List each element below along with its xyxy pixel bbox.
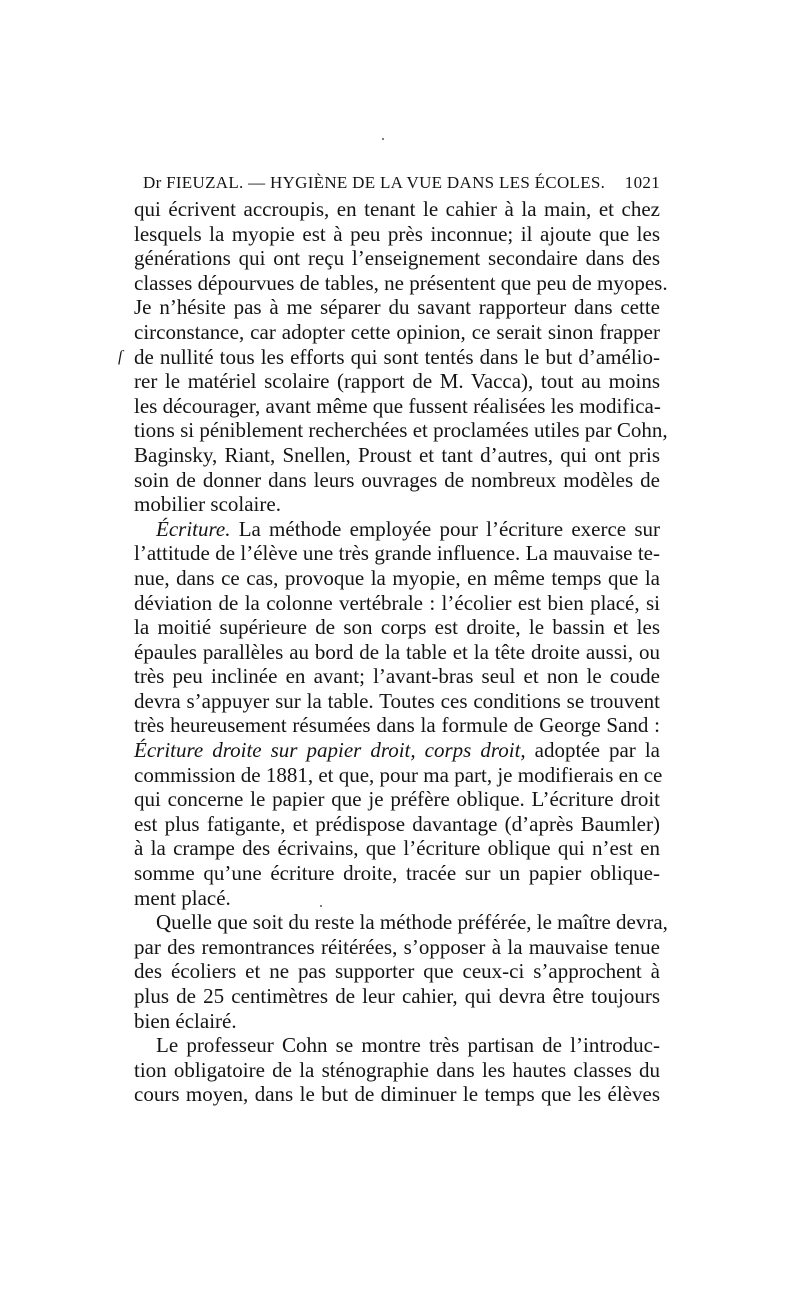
margin-mark: ſ xyxy=(118,348,123,365)
text-line xyxy=(134,836,660,861)
line-text: les décourager, avant même que fussent réalisées les modifica- xyxy=(134,393,661,418)
line-text: Le professeur Cohn se montre très partisan de l’introduc- xyxy=(156,1033,660,1058)
text-line xyxy=(134,197,660,222)
text-line xyxy=(134,689,660,714)
text-line xyxy=(134,910,668,935)
line-text: classes dépourvues de tables, ne présentent que peu de myopes. xyxy=(134,270,668,295)
text-line xyxy=(134,935,660,960)
line-text: lesquels la myopie est à peu près inconnue; il ajoute que les xyxy=(134,221,660,246)
line-text: de nullité tous les efforts qui sont tentés dans le but d’amélio- xyxy=(134,344,660,369)
text-line xyxy=(134,295,660,320)
text-line xyxy=(134,345,660,370)
line-text: cours moyen, dans le but de diminuer le temps que les élèves xyxy=(134,1082,660,1107)
text-line xyxy=(134,566,660,591)
line-text: mobilier scolaire. xyxy=(134,492,281,517)
paper-speck xyxy=(320,905,322,907)
text-line xyxy=(134,270,668,296)
line-text: somme qu’une écriture droite, tracée sur un papier oblique- xyxy=(134,861,660,886)
italic-phrase: Écriture. xyxy=(156,516,231,541)
text-line xyxy=(134,738,660,763)
line-text: commission de 1881, et que, pour ma part, je modifierais en ce xyxy=(134,762,663,787)
line-text: qui concerne le papier que je préfère oblique. L’écriture droit xyxy=(134,787,660,812)
text-line xyxy=(134,418,668,443)
text-line xyxy=(134,762,663,788)
text-line xyxy=(134,394,660,419)
line-text: bien éclairé. xyxy=(134,1008,237,1033)
line-text: ment placé. xyxy=(134,885,231,910)
text-line xyxy=(134,320,660,345)
line-text: la moitié supérieure de son corps est droite, le bassin et les xyxy=(134,615,660,640)
line-text: Baginsky, Riant, Snellen, Proust et tant d’autres, qui ont pris xyxy=(134,442,660,467)
running-header xyxy=(143,170,660,196)
italic-phrase: Écriture droite sur papier droit, corps droit, xyxy=(134,738,526,763)
line-text: tion obligatoire de la sténographie dans les hautes classes du xyxy=(134,1057,660,1082)
text-line xyxy=(134,246,660,271)
text-line xyxy=(134,222,660,247)
text-line xyxy=(134,1033,660,1058)
running-title: Dr FIEUZAL. — HYGIÈNE DE LA VUE DANS LES ÉCOLES. xyxy=(143,173,606,192)
line-text: déviation de la colonne vertébrale : l’écolier est bien placé, si xyxy=(134,590,660,615)
text-line xyxy=(134,591,660,616)
text-line xyxy=(134,1082,660,1107)
line-text: Quelle que soit du reste la méthode préférée, le maître devra, xyxy=(156,910,668,935)
line-text: devra s’appuyer sur la table. Toutes ces conditions se trouvent xyxy=(134,688,660,713)
line-text: qui écrivent accroupis, en tenant le cahier à la main, et chez xyxy=(134,197,660,221)
text-line xyxy=(134,492,660,517)
line-text: très peu inclinée en avant; l’avant-bras seul et non le coude xyxy=(134,664,660,689)
line-text: par des remontrances réitérées, s’opposer à la mauvaise tenue xyxy=(134,934,660,959)
line-text: adoptée par la xyxy=(525,738,660,763)
line-text: rer le matériel scolaire (rapport de M. Vacca), tout au moins xyxy=(134,369,660,394)
text-line xyxy=(134,812,660,837)
line-text: générations qui ont reçu l’enseignement secondaire dans des xyxy=(134,246,660,271)
line-text: à la crampe des écrivains, que l’écriture oblique qui n’est en xyxy=(134,836,660,861)
line-text: tions si péniblement recherchées et proclamées utiles par Cohn, xyxy=(134,418,668,443)
line-text: circonstance, car adopter cette opinion, ce serait sinon frapper xyxy=(134,319,660,344)
text-line xyxy=(134,468,660,493)
line-text: épaules parallèles au bord de la table et la tête droite aussi, ou xyxy=(134,639,660,664)
page-number: 1021 xyxy=(624,173,660,192)
body-text xyxy=(134,197,668,1107)
text-line xyxy=(134,1058,660,1083)
text-line xyxy=(134,369,660,394)
text-line xyxy=(134,443,660,468)
text-line xyxy=(134,640,660,665)
text-line xyxy=(134,886,660,911)
text-line xyxy=(134,713,660,738)
line-text: Je n’hésite pas à me séparer du savant rapporteur dans cette xyxy=(134,295,660,320)
line-text: soin de donner dans leurs ouvrages de nombreux modèles de xyxy=(134,467,660,492)
text-line xyxy=(134,861,660,886)
line-text: des écoliers et ne pas supporter que ceux-ci s’approchent à xyxy=(134,959,660,984)
text-line xyxy=(134,541,660,566)
text-line xyxy=(134,1009,660,1034)
line-text: est plus fatigante, et prédispose davantage (d’après Baumler) xyxy=(134,811,660,836)
line-text: très heureusement résumées dans la formule de George Sand : xyxy=(134,713,660,738)
line-text: l’attitude de l’élève une très grande influence. La mauvaise te- xyxy=(134,541,660,566)
line-text: La méthode employée pour l’écriture exerce sur xyxy=(230,516,660,541)
text-line xyxy=(134,664,660,689)
paper-speck xyxy=(382,138,384,140)
text-line xyxy=(134,615,660,640)
text-line xyxy=(134,517,660,542)
line-text: nue, dans ce cas, provoque la myopie, en même temps que la xyxy=(134,565,660,590)
text-line xyxy=(134,959,660,984)
text-line xyxy=(134,984,660,1009)
line-text: plus de 25 centimètres de leur cahier, qui devra être toujours xyxy=(134,984,660,1008)
text-line xyxy=(134,787,660,812)
